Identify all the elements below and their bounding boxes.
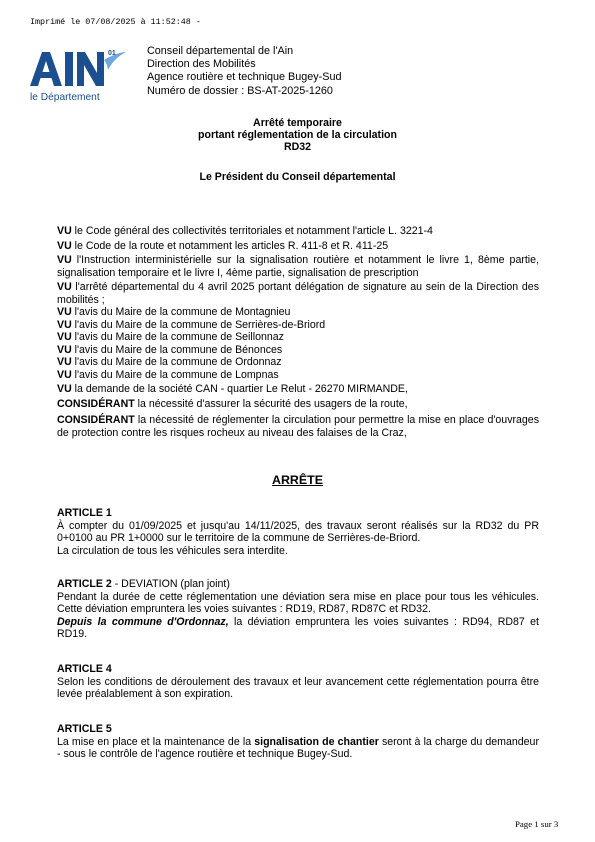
ain-departement-logo (30, 46, 126, 104)
print-timestamp: Imprimé le 07/08/2025 à 11:52:48 - (30, 17, 201, 27)
vu-item: VU l'avis du Maire de la commune de Montagnieu (57, 306, 291, 318)
article-2-title: ARTICLE 2 (57, 578, 112, 590)
article-2 (57, 578, 539, 641)
vu-item: VU l'avis du Maire de la commune de Bénonces (57, 343, 283, 356)
organization-header (147, 45, 341, 98)
vu-item: VU la demande de la société CAN - quartier Le Relut - 26270 MIRMANDE, (57, 383, 408, 395)
considerant-item: CONSIDÉRANT la nécessité de réglementer la circulation pour permettre la mise en place d'ouvrages de protection contre les risques rocheux au niveau des falaises de la Craz, (57, 414, 539, 439)
article-1 (57, 507, 539, 557)
logo-badge-text: 01 (108, 50, 116, 57)
title-line-2: portant réglementation de la circulation (198, 129, 397, 141)
logo-subtitle: le Département (30, 92, 100, 103)
vu-item: VU l'avis du Maire de la commune de Lompnas (57, 368, 279, 381)
vu-item: VU le Code de la route et notamment les articles R. 411-8 et R. 411-25 (57, 239, 389, 252)
org-direction: Direction des Mobilités (147, 58, 256, 71)
article-1-title: ARTICLE 1 (57, 507, 112, 519)
article-4-title: ARTICLE 4 (57, 663, 112, 675)
article-5-text: La mise en place et la maintenance de la signalisation de chantier seront à la charge du demandeur - sous le contrôle de l'agence routière et technique Bugey-Sud. (57, 735, 539, 761)
vu-item: VU l'avis du Maire de la commune de Ordonnaz (57, 356, 282, 368)
article-5-title: ARTICLE 5 (57, 723, 112, 735)
page-number: Page 1 sur 3 (515, 819, 559, 829)
article-2-subtitle: - DEVIATION (plan joint) (111, 578, 230, 590)
ain-logo-graphic (30, 46, 126, 104)
president-heading: Le Président du Conseil départemental (199, 171, 396, 183)
considerant-item: CONSIDÉRANT la nécessité d'assurer la sécurité des usagers de la route, (57, 397, 408, 410)
title-line-1: Arrêté temporaire (253, 117, 342, 129)
vu-item: VU l'avis du Maire de la commune de Serrières-de-Briord (57, 318, 326, 331)
article-2-text: Pendant la durée de cette réglementation une déviation sera mise en place pour tous les véhicules. Cette déviation empruntera les voies suivantes : RD19, RD87, RD87C et RD32. (57, 590, 539, 616)
vu-item: VU l'Instruction interministérielle sur la signalisation routière et notamment le livre 1, 8ème partie, signalisation temporaire et le livre I, 4ème partie, signalisation de prescription (57, 254, 539, 279)
vu-item: VU l'arrêté départemental du 4 avril 2025 portant délégation de signature au sein de la Direction des mobilités ; (57, 281, 539, 306)
vu-item: VU le Code général des collectivités territoriales et notamment l'article L. 3221-4 (57, 225, 433, 237)
org-agency: Agence routière et technique Bugey-Sud (147, 71, 342, 84)
article-1-text: À compter du 01/09/2025 et jusqu'au 14/11/2025, des travaux seront réalisés sur la RD32 du PR 0+0100 au PR 1+0000 sur le territoire de la commune de Serrières-de-Briord. (57, 519, 539, 545)
article-2-text-2: Depuis la commune d'Ordonnaz, la déviation empruntera les voies suivantes : RD94, RD87 et RD19. (57, 615, 539, 641)
article-4 (57, 663, 539, 701)
article-4-text: Selon les conditions de déroulement des travaux et leur avancement cette réglementation pourra être levée préalablement à son expiration. (57, 675, 539, 701)
article-2-title-line (57, 578, 539, 591)
article-1-text-2: La circulation de tous les véhicules sera interdite. (57, 544, 288, 557)
title-line-3: RD32 (283, 141, 312, 153)
document-title (0, 117, 595, 153)
vu-list (57, 225, 539, 439)
org-file-number: Numéro de dossier : BS-AT-2025-1260 (147, 84, 333, 97)
arrete-heading: ARRÊTE (272, 473, 323, 487)
org-council: Conseil départemental de l'Ain (147, 45, 294, 57)
vu-item: VU l'avis du Maire de la commune de Seillonnaz (57, 331, 284, 343)
article-5 (57, 723, 539, 761)
